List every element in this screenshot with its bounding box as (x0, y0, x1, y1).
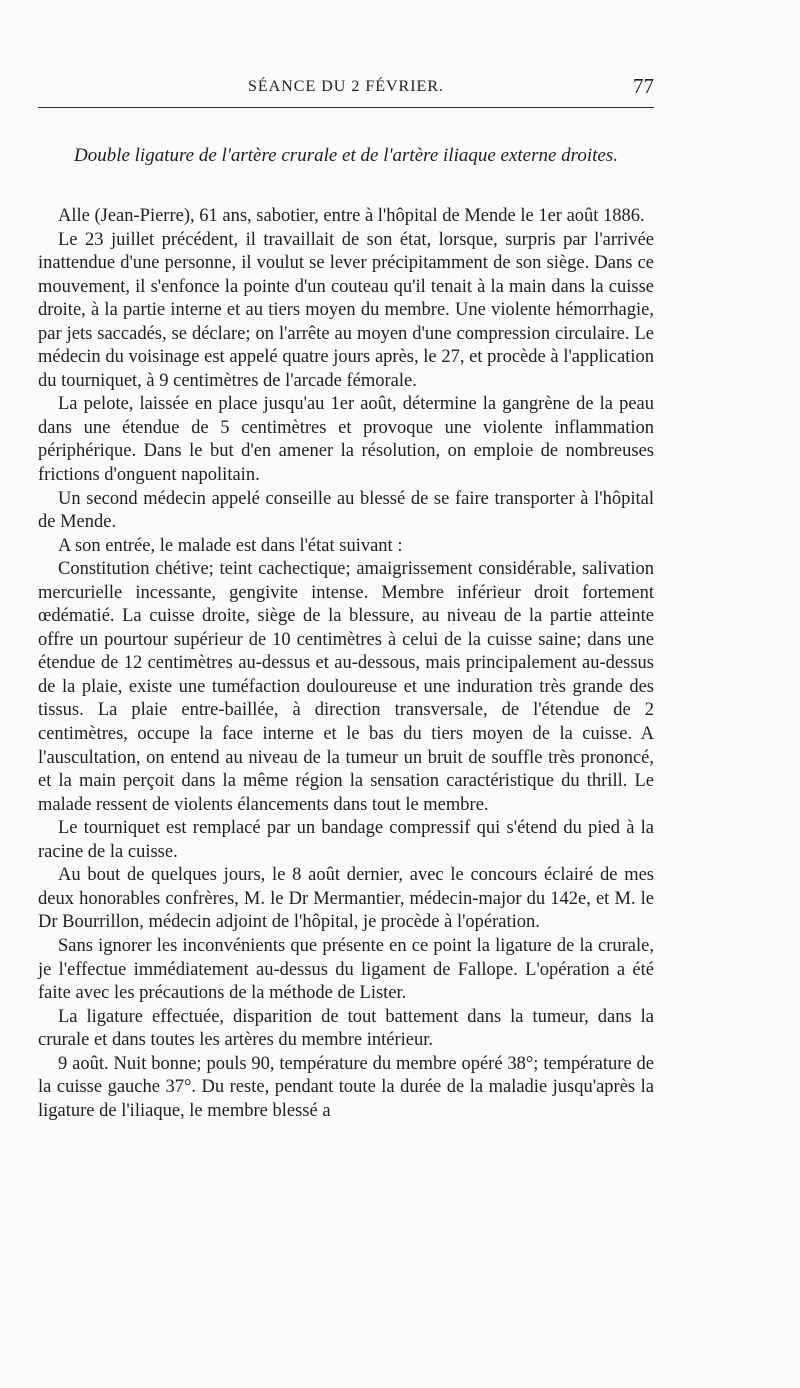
paragraph-5: A son entrée, le malade est dans l'état suivant : (58, 535, 403, 556)
paragraph-4: Un second médecin appelé conseille au blessé de se faire transporter à l'hôpital de Mende. (38, 488, 654, 533)
paragraph-11: 9 août. Nuit bonne; pouls 90, température du membre opéré 38°; température de la cuisse gauche 37°. Du reste, pendant toute la durée de la maladie jusqu'après la ligature de l'iliaque, le membre blessé a (38, 1053, 654, 1121)
paragraph-1: Alle (Jean-Pierre), 61 ans, sabotier, entre à l'hôpital de Mende le 1er août 1886. (58, 206, 645, 226)
document-page (38, 0, 654, 1388)
page-number: 77 (633, 74, 654, 98)
paragraph-6: Constitution chétive; teint cachectique; amaigrissement considérable, salivation mercurielle incessante, gengivite intense. Membre inférieur droit fortement œdématié. La cuisse droite, siège de la blessure, au niveau de la partie atteinte offre un pourtour supérieur de 10 centimètres à celui de la cuisse saine; dans une étendue de 12 centimètres au-dessus et au-dessous, mais principalement au-dessus de la plaie, existe une tuméfaction douloureuse et une induration très grande des tissus. La plaie entre-baillée, à direction transversale, de l'étendue de 2 centimètres, occupe la face interne et le bas du tiers moyen de la cuisse. A l'auscultation, on entend au niveau de la tumeur un bruit de souffle très prononcé, et la main perçoit dans la même région la sensation caractéristique du thrill. Le malade ressent de violents élancements dans tout le membre. (38, 559, 654, 815)
running-title: SÉANCE DU 2 FÉVRIER. (247, 78, 444, 95)
paragraph-3: La pelote, laissée en place jusqu'au 1er août, détermine la gangrène de la peau dans une étendue de 5 centimètres et provoque une violente inflammation périphérique. Dans le but d'en amener la résolution, on emploie de nombreuses frictions d'onguent napolitain. (38, 394, 654, 486)
header-rule (38, 107, 654, 108)
paragraph-9: Sans ignorer les inconvénients que présente en ce point la ligature de la crurale, je l'effectue immédiatement au-dessus du ligament de Fallope. L'opération a été faite avec les précautions de la méthode de Lister. (38, 935, 654, 1004)
paragraph-2: Le 23 juillet précédent, il travaillait de son état, lorsque, surpris par l'arrivée inattendue d'une personne, il voulut se lever précipitamment de son siège. Dans ce mouvement, il s'enfonce la pointe d'un couteau qu'il tenait à la main dans la cuisse droite, à la partie interne et au tiers moyen du membre. Une violente hémorrhagie, par jets saccadés, se déclare; on l'arrête au moyen d'une compression circulaire. Le médecin du voisinage est appelé quatre jours après, le 27, et procède à l'application du tourniquet, à 9 centimètres de l'arcade fémorale. (38, 229, 654, 391)
paragraph-7: Le tourniquet est remplacé par un bandage compressif qui s'étend du pied à la racine de la cuisse. (38, 818, 654, 862)
paragraph-8: Au bout de quelques jours, le 8 août dernier, avec le concours éclairé de mes deux honorables confrères, M. le Dr Mermantier, médecin-major du 142e, et M. le Dr Bourrillon, médecin adjoint de l'hôpital, je procède à l'opération. (38, 865, 654, 933)
section-title: Double ligature de l'artère crurale et de l'artère iliaque externe droites. (73, 145, 619, 166)
paragraph-10: La ligature effectuée, disparition de tout battement dans la tumeur, dans la crurale et dans toutes les artères du membre intérieur. (38, 1006, 654, 1051)
running-header (38, 72, 654, 102)
body-text (38, 205, 654, 1123)
